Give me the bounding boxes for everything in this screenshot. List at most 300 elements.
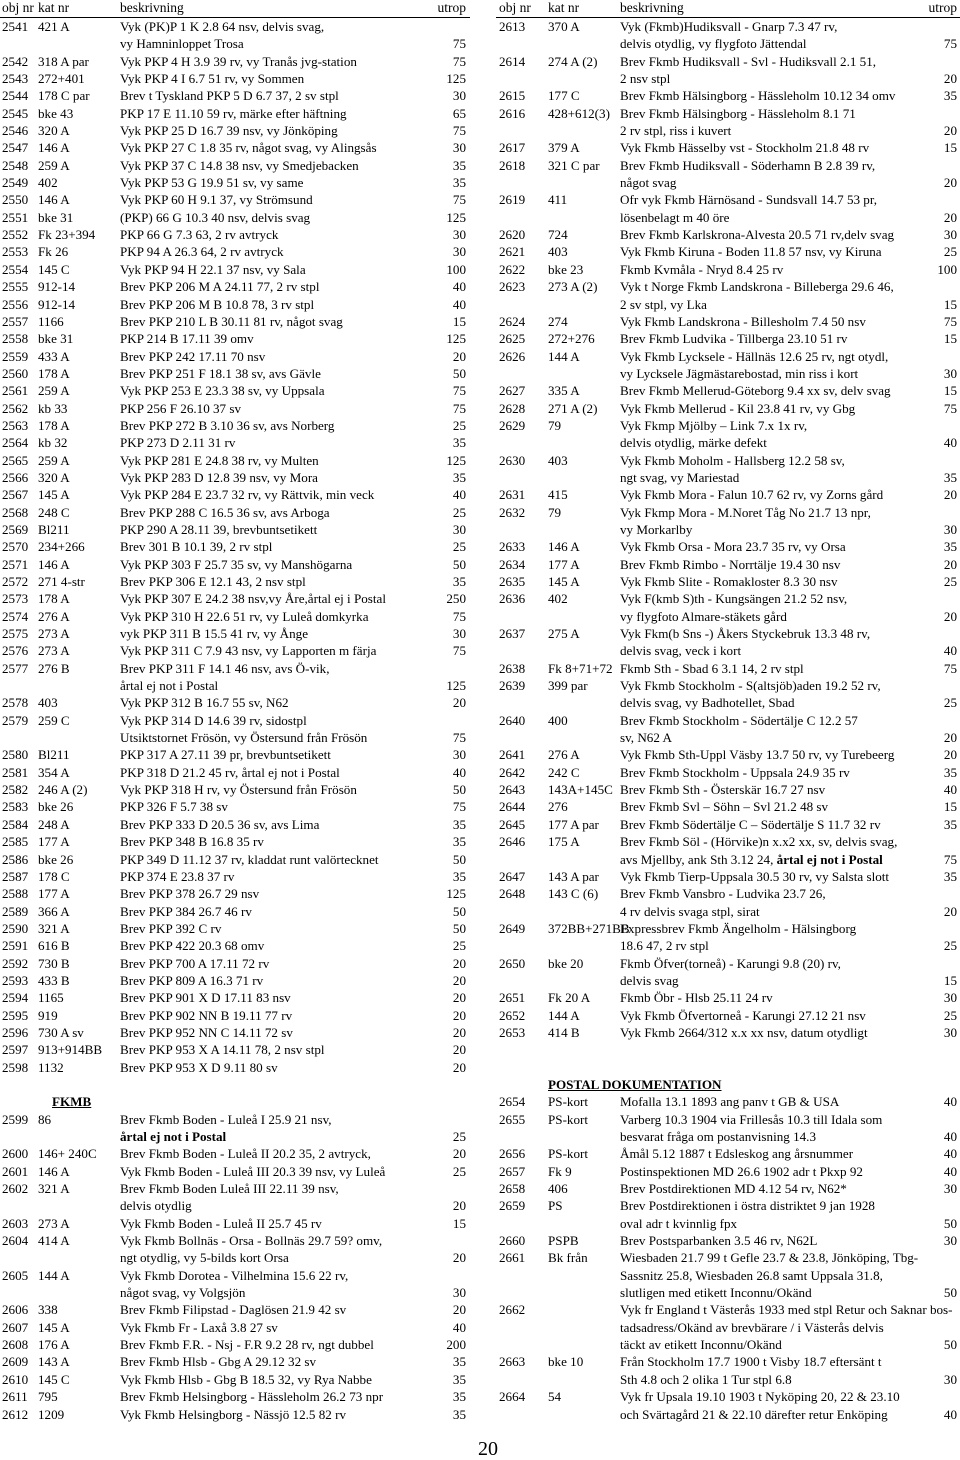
start-price: 125 bbox=[446, 71, 466, 87]
catalog-number: 433 B bbox=[38, 972, 70, 988]
catalog-number: 178 C bbox=[38, 868, 70, 884]
catalog-number: 178 A bbox=[38, 417, 70, 433]
lot-list-pkp bbox=[0, 18, 470, 1076]
lot-description bbox=[620, 209, 729, 226]
lot-description-text: Vyk PKP 283 D 12.8 39 nsv, vy Mora bbox=[120, 469, 318, 485]
lot-row bbox=[0, 191, 470, 208]
lot-number: 2607 bbox=[2, 1319, 29, 1335]
lot-description bbox=[620, 746, 894, 763]
lot-description bbox=[620, 868, 889, 885]
start-price: 25 bbox=[943, 244, 957, 260]
lot-number: 2638 bbox=[499, 660, 526, 676]
start-price: 125 bbox=[446, 886, 466, 902]
lot-description-text: Vyk Fkm(b Sns -) Åkers Styckebruk 13.3 48 rv, bbox=[620, 626, 871, 642]
lot-description-text: Vyk (PK)P 1 K 2.8 64 nsv, delvis svag, bbox=[120, 19, 325, 34]
lot-description-text: 2 nsv stpl bbox=[620, 71, 671, 87]
lot-list-fkmb-cont bbox=[496, 18, 960, 1041]
catalog-number: Bk från bbox=[548, 1250, 588, 1266]
lot-description bbox=[620, 556, 840, 573]
lot-description-text: Brev PKP 251 F 18.1 38 sv, avs Gävle bbox=[120, 365, 321, 381]
lot-description-text: Vyk Fkmb Moholm - Hallsberg 12.2 58 sv, bbox=[620, 452, 845, 468]
start-price: 25 bbox=[943, 695, 957, 711]
lot-row bbox=[0, 122, 470, 139]
lot-description bbox=[620, 1145, 853, 1162]
lot-number: 2637 bbox=[499, 626, 526, 642]
start-price: 75 bbox=[452, 608, 466, 624]
start-price: 35 bbox=[452, 1371, 466, 1387]
section-title-fkmb: FKMB bbox=[52, 1094, 92, 1110]
lot-row bbox=[0, 833, 470, 850]
lot-number: 2590 bbox=[2, 920, 29, 936]
lot-description-text: Brev Fkmb Hälsingborg - Hässleholm 10.12 34 omv bbox=[620, 88, 896, 104]
start-price: 35 bbox=[452, 469, 466, 485]
catalog-number: 79 bbox=[548, 417, 562, 433]
catalog-number: 273 A (2) bbox=[548, 279, 598, 295]
catalog-number: 177 A bbox=[38, 834, 70, 850]
lot-description bbox=[120, 677, 218, 694]
lot-row bbox=[0, 642, 470, 659]
lot-description-text: PKP 318 D 21.2 45 rv, årtal ej not i Postal bbox=[120, 764, 340, 780]
lot-row bbox=[496, 729, 960, 746]
lot-description-text: Vyk PKP 25 D 16.7 39 nsv, vy Jönköping bbox=[120, 123, 338, 139]
catalog-number: PSPB bbox=[548, 1233, 579, 1249]
lot-list-fkmb bbox=[0, 1111, 470, 1423]
catalog-number: 178 A bbox=[38, 591, 70, 607]
lot-description-text: Brev Fkmb Hlsb - Gbg A 29.12 32 sv bbox=[120, 1354, 317, 1370]
catalog-number: 146 A bbox=[548, 539, 580, 555]
lot-description bbox=[620, 955, 841, 972]
lot-row bbox=[496, 1336, 960, 1353]
catalog-number: Fk 20 A bbox=[548, 990, 591, 1006]
lot-description bbox=[120, 1284, 245, 1301]
lot-description bbox=[120, 400, 241, 417]
lot-row bbox=[496, 330, 960, 347]
lot-description bbox=[120, 746, 331, 763]
lot-description bbox=[120, 608, 369, 625]
lot-description-text: PKP 290 A 28.11 39, brevbuntsetikett bbox=[120, 521, 318, 537]
lot-number: 2594 bbox=[2, 990, 29, 1006]
catalog-number: PS-kort bbox=[548, 1146, 589, 1162]
lot-number: 2569 bbox=[2, 521, 29, 537]
lot-description-text: Vyk PKP 281 E 24.8 38 rv, vy Multen bbox=[120, 452, 319, 468]
lot-description bbox=[620, 1093, 839, 1110]
start-price: 75 bbox=[452, 383, 466, 399]
lot-description bbox=[120, 972, 263, 989]
lot-description-text: vy flygfoto Almare-stäkets gård bbox=[620, 608, 787, 624]
start-price: 25 bbox=[452, 1163, 466, 1179]
lot-number: 2660 bbox=[499, 1233, 526, 1249]
lot-description-text: avs Mjellby, ank Sth 3.12 24, bbox=[620, 851, 777, 867]
start-price: 30 bbox=[452, 88, 466, 104]
lot-description-text: Vyk Fkmb Mora - Falun 10.7 62 rv, vy Zorns gård bbox=[620, 487, 884, 503]
catalog-number: bke 31 bbox=[38, 331, 74, 347]
catalog-number: bke 26 bbox=[38, 851, 74, 867]
lot-description bbox=[620, 400, 855, 417]
lot-description bbox=[620, 677, 881, 694]
start-price: 75 bbox=[452, 799, 466, 815]
lot-description-text: Brev PKP 210 L B 30.11 81 rv, något svag bbox=[120, 313, 343, 329]
catalog-number: 79 bbox=[548, 504, 562, 520]
lot-description bbox=[620, 972, 679, 989]
lot-row bbox=[496, 382, 960, 399]
lot-description-text: Brev PKP 306 E 12.1 43, 2 nsv stpl bbox=[120, 574, 306, 589]
start-price: 35 bbox=[452, 175, 466, 191]
lot-row bbox=[0, 1180, 470, 1197]
start-price: 40 bbox=[943, 1146, 957, 1162]
catalog-number: 919 bbox=[38, 1007, 58, 1023]
catalog-number: 274 A (2) bbox=[548, 53, 598, 69]
lot-description bbox=[120, 989, 291, 1006]
lot-number: 2623 bbox=[499, 279, 526, 295]
catalog-number: 335 A bbox=[548, 383, 580, 399]
catalog-number: 145 C bbox=[38, 1371, 70, 1387]
lot-description-text: Vyk Fkmb Lycksele - Hällnäs 12.6 25 rv, ngt otydl, bbox=[620, 348, 889, 364]
catalog-number: 234+266 bbox=[38, 539, 85, 555]
lot-number: 2631 bbox=[499, 487, 526, 503]
lot-number: 2541 bbox=[2, 19, 29, 34]
catalog-number: 176 A bbox=[38, 1337, 70, 1353]
lot-number: 2622 bbox=[499, 261, 526, 277]
catalog-number: 246 A (2) bbox=[38, 782, 88, 798]
lot-description-text: Brev PKP 333 D 20.5 36 sv, avs Lima bbox=[120, 816, 320, 832]
lot-row bbox=[496, 434, 960, 451]
lot-description-text: Vyk PKP 311 C 7.9 43 nsv, vy Lapporten m färja bbox=[120, 643, 377, 659]
lot-description-text: Brev PKP 700 A 17.11 72 rv bbox=[120, 955, 270, 971]
lot-number: 2650 bbox=[499, 955, 526, 971]
lot-description-text: Wiesbaden 21.7 99 t Gefle 23.7 & 23.8, Jönköping, Tbg- bbox=[620, 1250, 919, 1266]
lot-description-text: Brev Fkmb Rimbo - Norrtälje 19.4 30 nsv bbox=[620, 556, 841, 572]
lot-description-text: sv, N62 A bbox=[620, 730, 672, 746]
lot-description-text: Vyk Fkmb Sth-Uppl Väsby 13.7 50 rv, vy Turebeerg bbox=[620, 747, 895, 763]
lot-description-text: Brev PKP 378 26.7 29 nsv bbox=[120, 886, 260, 902]
catalog-number: kb 32 bbox=[38, 435, 68, 451]
lot-row bbox=[496, 1111, 960, 1128]
start-price: 35 bbox=[452, 1406, 466, 1422]
lot-row bbox=[496, 1284, 960, 1301]
lot-description-text: Brev Fkmb Filipstad - Daglösen 21.9 42 sv bbox=[120, 1302, 347, 1318]
start-price: 75 bbox=[452, 53, 466, 69]
lot-row bbox=[496, 1163, 960, 1180]
start-price: 20 bbox=[943, 556, 957, 572]
lot-description-text: Vyk Fkmp Mora - M.Noret Tåg No 21.7 13 npr, bbox=[620, 504, 871, 520]
lot-row bbox=[496, 70, 960, 87]
catalog-number: 146 A bbox=[38, 1163, 70, 1179]
start-price: 75 bbox=[452, 730, 466, 746]
lot-description bbox=[620, 486, 883, 503]
lot-description-text: Brev PKP 242 17.11 70 nsv bbox=[120, 348, 266, 364]
catalog-number: 178 C par bbox=[38, 88, 90, 104]
start-price: 75 bbox=[452, 123, 466, 139]
lot-number: 2556 bbox=[2, 296, 29, 312]
lot-description bbox=[120, 139, 377, 156]
lot-description-text: Vyk Fkmb Bollnäs - Orsa - Bollnäs 29.7 59? omv, bbox=[120, 1233, 383, 1249]
lot-description bbox=[620, 1336, 782, 1353]
catalog-number: 271 A (2) bbox=[548, 400, 598, 416]
lot-number: 2615 bbox=[499, 88, 526, 104]
lot-description bbox=[120, 590, 386, 607]
lot-number: 2602 bbox=[2, 1181, 29, 1197]
lot-description bbox=[620, 625, 870, 642]
lot-row bbox=[0, 798, 470, 815]
lot-description bbox=[620, 1024, 868, 1041]
catalog-number: 402 bbox=[548, 591, 568, 607]
lot-number: 2571 bbox=[2, 556, 29, 572]
lot-description-text: delvis svag, vy Badhotellet, Sbad bbox=[620, 695, 795, 711]
lot-description-text: och Svärtagård 21 & 22.10 därefter retur Enköping bbox=[620, 1406, 888, 1422]
lot-description-text: Vyk PKP 307 E 24.2 38 nsv,vy Åre,årtal ej i Postal bbox=[120, 591, 386, 607]
lot-row bbox=[0, 53, 470, 70]
lot-row bbox=[0, 885, 470, 902]
catalog-number: 403 bbox=[548, 244, 568, 260]
start-price: 30 bbox=[943, 227, 957, 243]
catalog-number: 143 C (6) bbox=[548, 886, 599, 902]
lot-number: 2545 bbox=[2, 105, 29, 121]
lot-number: 2603 bbox=[2, 1215, 29, 1231]
lot-number: 2563 bbox=[2, 417, 29, 433]
lot-description-text: Brev PKP 902 NN B 19.11 77 rv bbox=[120, 1007, 293, 1023]
lot-description bbox=[620, 1007, 866, 1024]
lot-description bbox=[620, 1284, 812, 1301]
lot-description-text: Brev PKP 348 B 16.8 35 rv bbox=[120, 834, 264, 850]
lot-number: 2612 bbox=[2, 1406, 29, 1422]
lot-row bbox=[0, 521, 470, 538]
lot-row bbox=[0, 330, 470, 347]
lot-row bbox=[0, 400, 470, 417]
lot-number: 2572 bbox=[2, 574, 29, 589]
lot-description-text: Brev PKP 288 C 16.5 36 sv, avs Arboga bbox=[120, 504, 330, 520]
lot-description-text: vy Hamninloppet Trosa bbox=[120, 36, 244, 52]
lot-number: 2573 bbox=[2, 591, 29, 607]
lot-row bbox=[496, 1301, 960, 1318]
lot-description-text: Brev Fkmb Mellerud-Göteborg 9.4 xx sv, delv svag bbox=[620, 383, 891, 399]
lot-description bbox=[120, 885, 259, 902]
lot-description-text: Brev Fkmb Hälsingborg - Hässleholm 8.1 71 bbox=[620, 105, 856, 121]
lot-description bbox=[620, 729, 672, 746]
lot-description bbox=[620, 1406, 888, 1423]
catalog-number: Fk 9 bbox=[548, 1163, 572, 1179]
lot-row bbox=[496, 243, 960, 260]
lot-description-text: Brev PKP 809 A 16.3 71 rv bbox=[120, 972, 264, 988]
lot-description-text: Vyk Fkmb Boden - Luleå II 25.7 45 rv bbox=[120, 1215, 322, 1231]
catalog-number: 913+914BB bbox=[38, 1042, 103, 1058]
lot-row bbox=[496, 1353, 960, 1370]
header-utrop: utrop bbox=[437, 0, 466, 15]
lot-description bbox=[620, 278, 894, 295]
catalog-number: 259 A bbox=[38, 383, 70, 399]
lot-description-text: Brev Fkmb F.R. - Nsj - F.R 9.2 28 rv, ngt dubbel bbox=[120, 1337, 374, 1353]
start-price: 20 bbox=[452, 990, 466, 1006]
catalog-number: 730 A sv bbox=[38, 1024, 84, 1040]
lot-description bbox=[620, 885, 826, 902]
lot-number: 2633 bbox=[499, 539, 526, 555]
start-price: 75 bbox=[943, 313, 957, 329]
lot-number: 2604 bbox=[2, 1233, 29, 1249]
lot-description bbox=[620, 1301, 953, 1318]
lot-row bbox=[496, 313, 960, 330]
lot-row bbox=[496, 209, 960, 226]
lot-number: 2579 bbox=[2, 712, 29, 728]
lot-row bbox=[0, 417, 470, 434]
start-price: 50 bbox=[452, 851, 466, 867]
start-price: 20 bbox=[452, 1250, 466, 1266]
catalog-number: 321 C par bbox=[548, 157, 600, 173]
catalog-number: 1166 bbox=[38, 313, 64, 329]
lot-description-text: Brev PKP 311 F 14.1 46 nsv, avs Ö-vik, bbox=[120, 660, 330, 676]
lot-row bbox=[496, 105, 960, 122]
section-title-postal: POSTAL DOKUMENTATION bbox=[548, 1076, 722, 1092]
lot-description-text: Vyk Fkmb Fr - Laxå 3.8 27 sv bbox=[120, 1319, 278, 1335]
lot-number: 2654 bbox=[499, 1094, 526, 1110]
catalog-number: 403 bbox=[38, 695, 58, 711]
start-price: 30 bbox=[943, 1371, 957, 1387]
lot-description-text: tadsadress/Okänd av brevbärare / i Västerås delvis bbox=[620, 1319, 884, 1335]
lot-description-text: Brev 301 B 10.1 39, 2 rv stpl bbox=[120, 539, 273, 555]
catalog-number: 354 A bbox=[38, 764, 70, 780]
lot-description-text: Brev t Tyskland PKP 5 D 6.7 37, 2 sv stpl bbox=[120, 88, 339, 104]
lot-description bbox=[120, 833, 264, 850]
start-price: 35 bbox=[943, 469, 957, 485]
lot-row bbox=[496, 521, 960, 538]
lot-number: 2656 bbox=[499, 1146, 526, 1162]
start-price: 40 bbox=[943, 1129, 957, 1144]
lot-description-text: Brev Fkmb Hudiksvall - Söderhamn B 2.8 39 rv, bbox=[620, 157, 876, 173]
start-price: 20 bbox=[452, 348, 466, 364]
lot-number: 2657 bbox=[499, 1163, 526, 1179]
lot-description bbox=[620, 157, 875, 174]
lot-row bbox=[0, 1284, 470, 1301]
lot-row bbox=[496, 486, 960, 503]
catalog-number: 273 A bbox=[38, 626, 70, 642]
lot-number: 2658 bbox=[499, 1181, 526, 1197]
catalog-number: 366 A bbox=[38, 903, 70, 919]
lot-description bbox=[620, 903, 760, 920]
lot-description bbox=[120, 278, 319, 295]
catalog-number: Bl211 bbox=[38, 747, 70, 763]
lot-row bbox=[0, 434, 470, 451]
lot-description bbox=[120, 729, 367, 746]
lot-row bbox=[0, 989, 470, 1006]
start-price: 125 bbox=[446, 331, 466, 347]
catalog-number: Fk 26 bbox=[38, 244, 69, 260]
catalog-number: 415 bbox=[548, 487, 568, 503]
lot-description bbox=[120, 573, 306, 590]
lot-number: 2606 bbox=[2, 1302, 29, 1318]
lot-row bbox=[496, 365, 960, 382]
lot-number: 2624 bbox=[499, 313, 526, 329]
catalog-number: 143 A bbox=[38, 1354, 70, 1370]
lot-number: 2546 bbox=[2, 123, 29, 139]
catalog-number: 242 C bbox=[548, 764, 580, 780]
lot-number: 2636 bbox=[499, 591, 526, 607]
lot-description-text: Vyk Fkmb Dorotea - Vilhelmina 15.6 22 rv, bbox=[120, 1267, 349, 1283]
lot-number: 2578 bbox=[2, 695, 29, 711]
lot-description-text: Vyk PKP 318 H rv, vy Östersund från Frösön bbox=[120, 782, 357, 798]
lot-row bbox=[496, 1319, 960, 1336]
lot-row bbox=[0, 348, 470, 365]
lot-description bbox=[120, 296, 314, 313]
lot-number: 2608 bbox=[2, 1337, 29, 1353]
lot-description bbox=[620, 504, 871, 521]
catalog-number: 144 A bbox=[38, 1267, 70, 1283]
lot-row bbox=[0, 1406, 470, 1423]
lot-description-text: PKP 317 A 27.11 39 pr, brevbuntsetikett bbox=[120, 747, 331, 763]
lot-description bbox=[120, 642, 376, 659]
lot-description bbox=[620, 1249, 918, 1266]
lot-description-text: Brev PKP 952 NN C 14.11 72 sv bbox=[120, 1024, 293, 1040]
lot-number: 2555 bbox=[2, 279, 29, 295]
lot-description-text: PKP 273 D 2.11 31 rv bbox=[120, 435, 236, 451]
lot-number: 2618 bbox=[499, 157, 526, 173]
lot-row bbox=[0, 174, 470, 191]
lot-description bbox=[620, 226, 894, 243]
catalog-number: 372BB+271BB bbox=[548, 920, 630, 936]
start-price: 15 bbox=[943, 972, 957, 988]
lot-number: 2566 bbox=[2, 469, 29, 485]
lot-number: 2644 bbox=[499, 799, 526, 815]
lot-description bbox=[620, 1353, 882, 1370]
start-price: 75 bbox=[943, 660, 957, 676]
lot-description-text: Vyk PKP 37 C 14.8 38 nsv, vy Smedjebacken bbox=[120, 157, 359, 173]
lot-number: 2652 bbox=[499, 1007, 526, 1023]
lot-description-text: (PKP) 66 G 10.3 40 nsv, delvis svag bbox=[120, 209, 311, 225]
lot-row bbox=[496, 608, 960, 625]
start-price: 75 bbox=[943, 36, 957, 52]
start-price: 35 bbox=[452, 816, 466, 832]
start-price: 40 bbox=[452, 1319, 466, 1335]
lot-number: 2586 bbox=[2, 851, 29, 867]
lot-row bbox=[496, 764, 960, 781]
lot-number: 2630 bbox=[499, 452, 526, 468]
lot-description-text: Brev Fkmb Svl – Söhn – Svl 21.2 48 sv bbox=[620, 799, 829, 815]
lot-description bbox=[620, 139, 869, 156]
start-price: 75 bbox=[452, 400, 466, 416]
catalog-number: bke 10 bbox=[548, 1354, 584, 1370]
lot-number: 2629 bbox=[499, 417, 526, 433]
catalog-number: 320 A bbox=[38, 123, 70, 139]
lot-description bbox=[120, 712, 307, 729]
lot-description bbox=[120, 660, 330, 677]
lot-description bbox=[120, 556, 352, 573]
start-price: 40 bbox=[452, 296, 466, 312]
lot-description-text: vy Lycksele Jägmästarebostad, min riss i kort bbox=[620, 365, 859, 381]
lot-description bbox=[620, 243, 882, 260]
start-price: 40 bbox=[943, 1406, 957, 1422]
lot-number: 2574 bbox=[2, 608, 29, 624]
lot-description bbox=[620, 1215, 737, 1232]
lot-row bbox=[0, 1353, 470, 1370]
lot-row bbox=[0, 1215, 470, 1232]
lot-description bbox=[120, 504, 330, 521]
start-price: 40 bbox=[943, 435, 957, 451]
lot-description bbox=[620, 296, 707, 313]
lot-row bbox=[496, 348, 960, 365]
lot-number: 2643 bbox=[499, 782, 526, 798]
lot-description-text: vy Morkarlby bbox=[620, 521, 693, 537]
lot-description-text: delvis otydlig, märke defekt bbox=[620, 435, 767, 451]
lot-description-text: besvarat fråga om postanvisning 14.3 bbox=[620, 1129, 816, 1144]
catalog-number: 177 A bbox=[548, 556, 580, 572]
lot-row bbox=[0, 660, 470, 677]
lot-row bbox=[496, 157, 960, 174]
lot-number: 2561 bbox=[2, 383, 29, 399]
lot-row bbox=[0, 243, 470, 260]
catalog-number: PS-kort bbox=[548, 1094, 589, 1110]
lot-row bbox=[496, 816, 960, 833]
start-price: 75 bbox=[452, 192, 466, 208]
lot-description-text: PKP 214 B 17.11 39 omv bbox=[120, 331, 254, 347]
lot-description-text: Fkmb Kvmåla - Nryd 8.4 25 rv bbox=[620, 261, 784, 277]
lot-description bbox=[120, 486, 374, 503]
